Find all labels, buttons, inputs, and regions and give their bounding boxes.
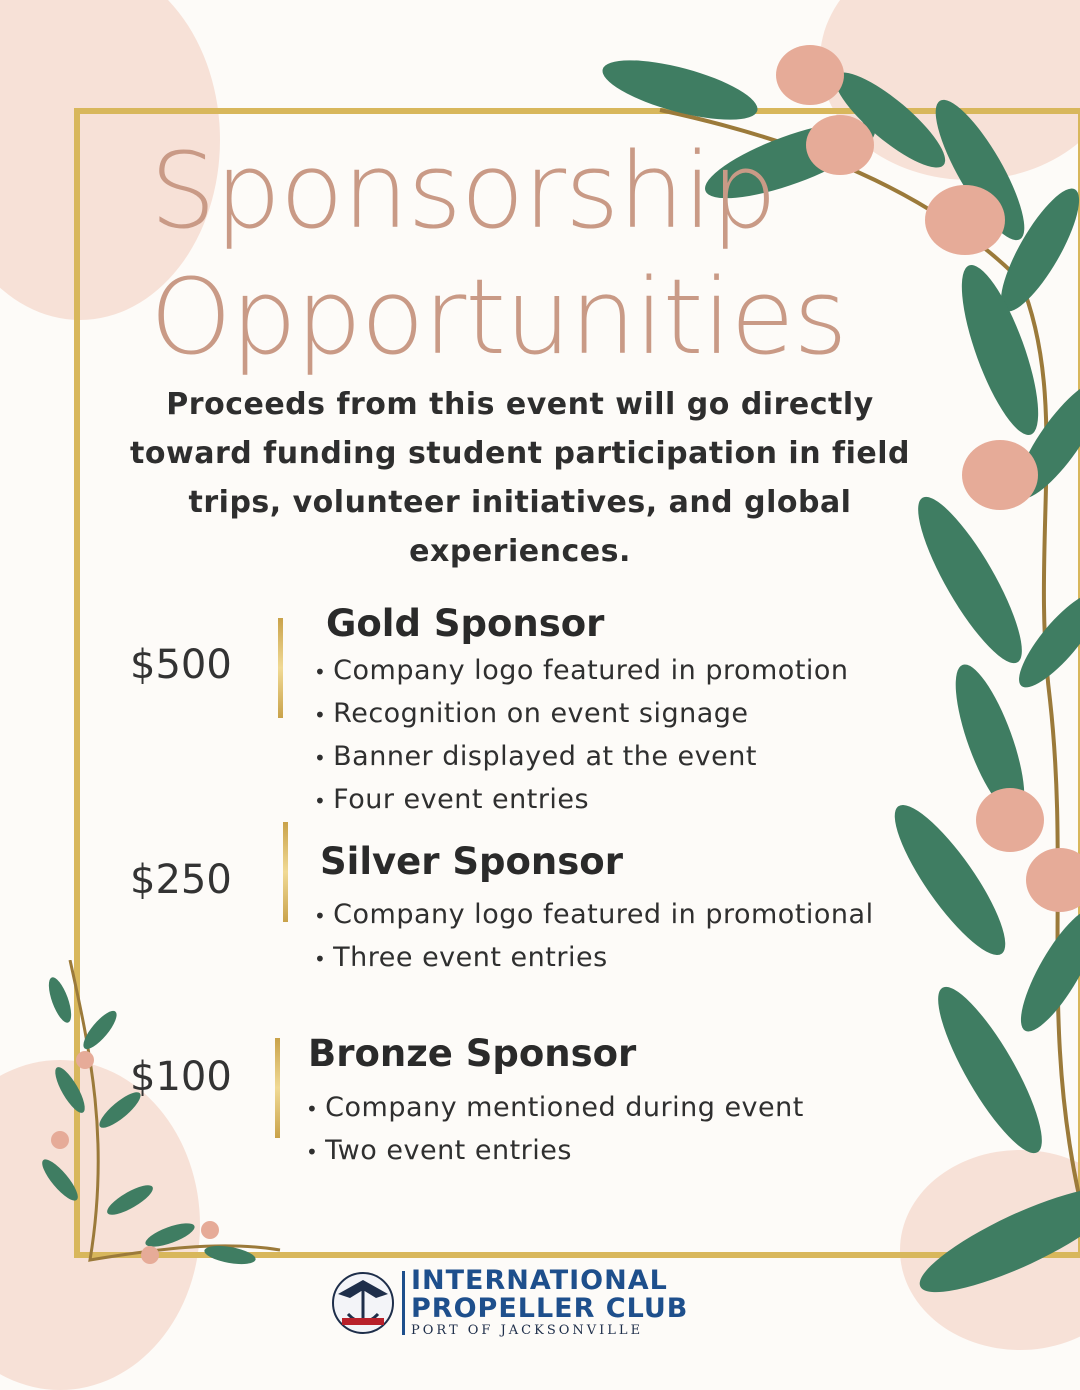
org-logo	[328, 1266, 748, 1340]
tier-name: Silver Sponsor	[320, 840, 623, 883]
perk-item: • Company logo featured in promotion	[314, 650, 849, 693]
tier-divider	[275, 1038, 280, 1138]
tier-perks	[314, 894, 874, 980]
logo-divider	[402, 1271, 405, 1335]
perk-item: • Company logo featured in promotional	[314, 894, 874, 937]
tier-divider	[283, 822, 288, 922]
tier-name: Bronze Sponsor	[308, 1032, 637, 1075]
tier-perks	[306, 1087, 804, 1173]
perk-item: • Recognition on event signage	[314, 693, 849, 736]
perk-item: • Four event entries	[314, 779, 849, 822]
tier-price: $500	[130, 642, 232, 688]
intro-paragraph: Proceeds from this event will go directly toward funding student participation in field trips, volunteer initiatives, and global experiences.	[130, 387, 910, 569]
olive-sprig-left-icon	[30, 960, 290, 1280]
org-text	[411, 1267, 688, 1339]
tier-price: $250	[130, 857, 232, 903]
title-line-1: Sponsorship	[150, 130, 777, 252]
perk-item: • Company mentioned during event	[306, 1087, 804, 1130]
org-name-line-2: PROPELLER CLUB	[411, 1293, 689, 1324]
perk-item: • Two event entries	[306, 1130, 804, 1173]
tier-price: $100	[130, 1054, 232, 1100]
org-name	[411, 1267, 688, 1323]
page-title	[150, 128, 847, 380]
title-line-2: Opportunities	[150, 256, 847, 378]
tier-perks	[314, 650, 849, 822]
tier-name: Gold Sponsor	[326, 602, 605, 645]
tier-divider	[278, 618, 283, 718]
perk-item: • Banner displayed at the event	[314, 736, 849, 779]
org-name-line-1: INTERNATIONAL	[411, 1265, 668, 1296]
perk-item: • Three event entries	[314, 937, 874, 980]
org-subtitle: PORT OF JACKSONVILLE	[411, 1323, 644, 1338]
anchor-eagle-emblem-icon	[328, 1268, 398, 1338]
